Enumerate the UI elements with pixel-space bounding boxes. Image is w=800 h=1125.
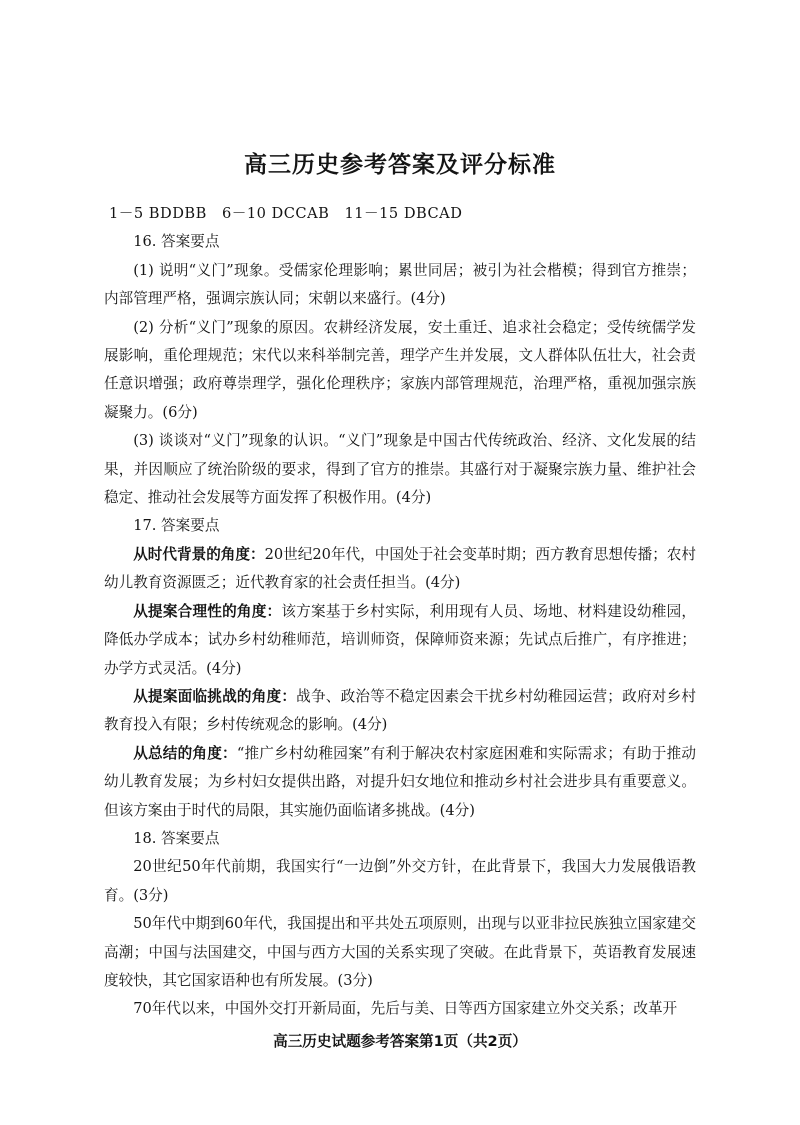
q17-item-rationality (104, 598, 696, 683)
q17-heading: 17. 答案要点 (133, 517, 220, 535)
page-footer: 高三历史试题参考答案第1页（共2页） (273, 1033, 527, 1050)
multiple-choice-answers: 1－5 BDDBB 6－10 DCCAB 11－15 DBCAD (109, 205, 463, 222)
q17-item-text: 该方案基于乡村实际，利用现有人员、场地、材料建设幼稚园，降低办学成本；试办乡村幼稚师范，培训师资，保障师资来源；先试点后推广，有序推进；办学方式灵活。(4分) (104, 602, 696, 677)
q17-item-lead: 从时代背景的角度： (133, 545, 265, 563)
q17-item-lead: 从提案合理性的角度： (133, 602, 282, 620)
q17-item-lead: 从提案面临挑战的角度： (133, 687, 297, 705)
q17-item-challenges (104, 683, 696, 740)
q16-part1: (1) 说明“义门”现象。受儒家伦理影响；累世同居；被引为社会楷模；得到官方推崇；内部管理严格，强调宗族认同；宋朝以来盛行。(4分) (104, 261, 696, 308)
q17-item-text: 20世纪20年代，中国处于社会变革时期；西方教育思想传播；农村幼儿教育资源匮乏；近代教育家的社会责任担当。(4分) (104, 545, 696, 592)
q18-part2: 50年代中期到60年代，我国提出和平共处五项原则，出现与以亚非拉民族独立国家建交高潮；中国与法国建交，中国与西方大国的关系实现了突破。在此背景下，英语教育发展速度较快，其它国家语种也有所发展。(3分) (104, 915, 696, 989)
exam-answer-page (104, 0, 696, 1125)
q17-item-background (104, 541, 696, 598)
q18-part3: 70年代以来，中国外交打开新局面，先后与美、日等西方国家建立外交关系；改革开 (133, 1000, 678, 1018)
q16-part2: (2) 分析“义门”现象的原因。农耕经济发展，安土重迁、追求社会稳定；受传统儒学发展影响，重伦理规范；宋代以来科举制完善，理学产生并发展，文人群体队伍壮大，社会责任意识增强；政府尊崇理学，强化伦理秩序；家族内部管理规范，治理严格，重视加强宗族凝聚力。(6分) (104, 318, 696, 421)
q16-part3: (3) 谈谈对“义门”现象的认识。“义门”现象是中国古代传统政治、经济、文化发展的结果，并因顺应了统治阶级的要求，得到了官方的推崇。其盛行对于凝聚宗族力量、维护社会稳定、推动社会发展等方面发挥了积极作用。(4分) (104, 432, 696, 507)
q18-heading: 18. 答案要点 (133, 829, 220, 847)
q17-item-text: 战争、政治等不稳定因素会干扰乡村幼稚园运营；政府对乡村教育投入有限；乡村传统观念的影响。(4分) (104, 687, 696, 734)
q17-item-lead: 从总结的角度： (133, 744, 237, 762)
page-title: 高三历史参考答案及评分标准 (244, 152, 556, 178)
q17-item-summary (104, 740, 696, 825)
q16-heading: 16. 答案要点 (133, 233, 220, 251)
q18-part1: 20世纪50年代前期，我国实行“一边倒”外交方针，在此背景下，我国大力发展俄语教育。(3分) (104, 858, 696, 904)
q17-item-text: “推广乡村幼稚园案”有利于解决农村家庭困难和实际需求；有助于推动幼儿教育发展；为乡村妇女提供出路，对提升妇女地位和推动乡村社会进步具有重要意义。但该方案由于时代的局限，其实施仍面临诸多挑战。(4分) (104, 744, 696, 819)
answer-body (104, 200, 696, 1024)
